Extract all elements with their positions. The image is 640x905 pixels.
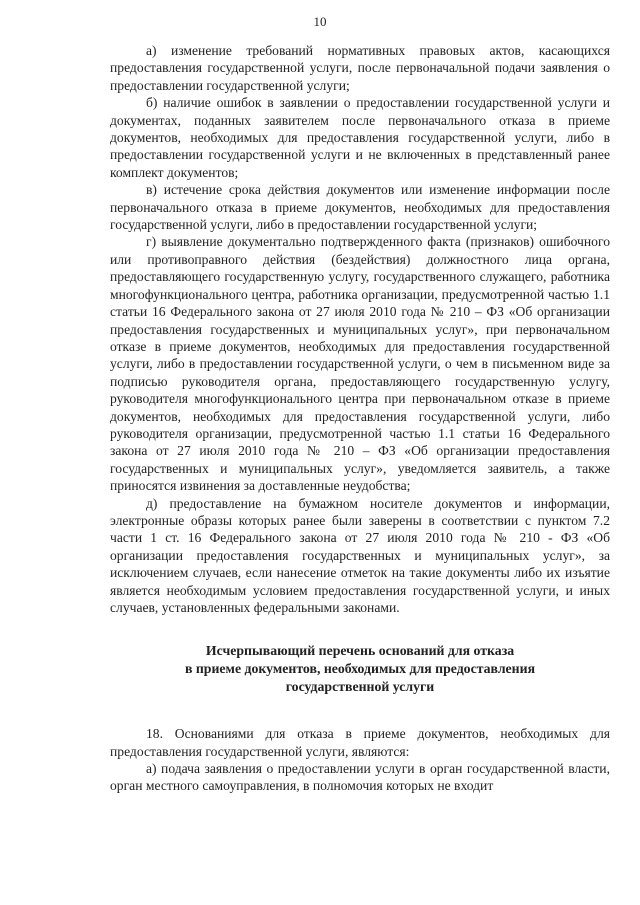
page-number: 10	[313, 14, 327, 29]
section-18-intro: 18. Основаниями для отказа в приеме документов, необходимых для предоставления государственной услуги, являются:	[110, 726, 610, 759]
document-body	[110, 42, 610, 795]
heading-line-2: в приеме документов, необходимых для предоставления	[184, 661, 536, 676]
paragraph-g: г) выявление документально подтвержденного факта (признаков) ошибочного или противоправного действия (бездействия) должностного лица органа, предоставляющего государственную услугу, государственного служащего, работника многофункционального центра, работника организации, предусмотренной частью 1.1 статьи 16 Федерального закона от 27 июля 2010 года № 210 – ФЗ «Об организации предоставления государственных и муниципальных услуг», при первоначальном отказе в приеме документов, необходимых для предоставления государственной услуги, либо в предоставлении государственной услуги, о чем в письменном виде за подписью руководителя органа, предоставляющего государственную услугу, руководителя многофункционального центра при первоначальном отказе в приеме документов, необходимых для предоставления государственной услуги, либо руководителя организации, предусмотренной частью 1.1 статьи 16 Федерального закона от 27 июля 2010 года № 210 – ФЗ «Об организации предоставления государственных и муниципальных услуг», уведомляется заявитель, а также приносятся извинения за доставленные неудобства;	[110, 234, 610, 494]
paragraph-d: д) предоставление на бумажном носителе документов и информации, электронные образы которых ранее были заверены в соответствии с пунктом 7.2 части 1 ст. 16 Федерального закона от 27 июля 2010 года № 210 - ФЗ «Об организации предоставления государственных и муниципальных услуг», за исключением случаев, если нанесение отметок на такие документы либо их изъятие является необходимым условием предоставления государственной услуги, и иных случаев, установленных федеральными законами.	[110, 495, 610, 615]
paragraph-v: в) истечение срока действия документов или изменение информации после первоначального отказа в приеме документов, необходимых для предоставления государственной услуги, либо в предоставлении государственной услуги;	[110, 182, 610, 233]
heading-line-3: государственной услуги	[285, 678, 435, 694]
heading-line-1: Исчерпывающий перечень оснований для отказа	[205, 643, 515, 659]
section-18-item-a: а) подача заявления о предоставлении услуги в орган государственной власти, орган местного самоуправления, в полномочия которых не входит	[110, 761, 610, 794]
section-heading	[110, 642, 610, 695]
paragraph-a: а) изменение требований нормативных правовых актов, касающихся предоставления государственной услуги, после первоначальной подачи заявления о предоставлении государственной услуги;	[110, 43, 610, 93]
paragraph-b: б) наличие ошибок в заявлении о предоставлении государственной услуги и документах, поданных заявителем после первоначального отказа в приеме документов, необходимых для предоставления государственной услуги, либо в предоставлении государственной услуги и не включенных в представленный ранее комплект документов;	[110, 95, 610, 180]
